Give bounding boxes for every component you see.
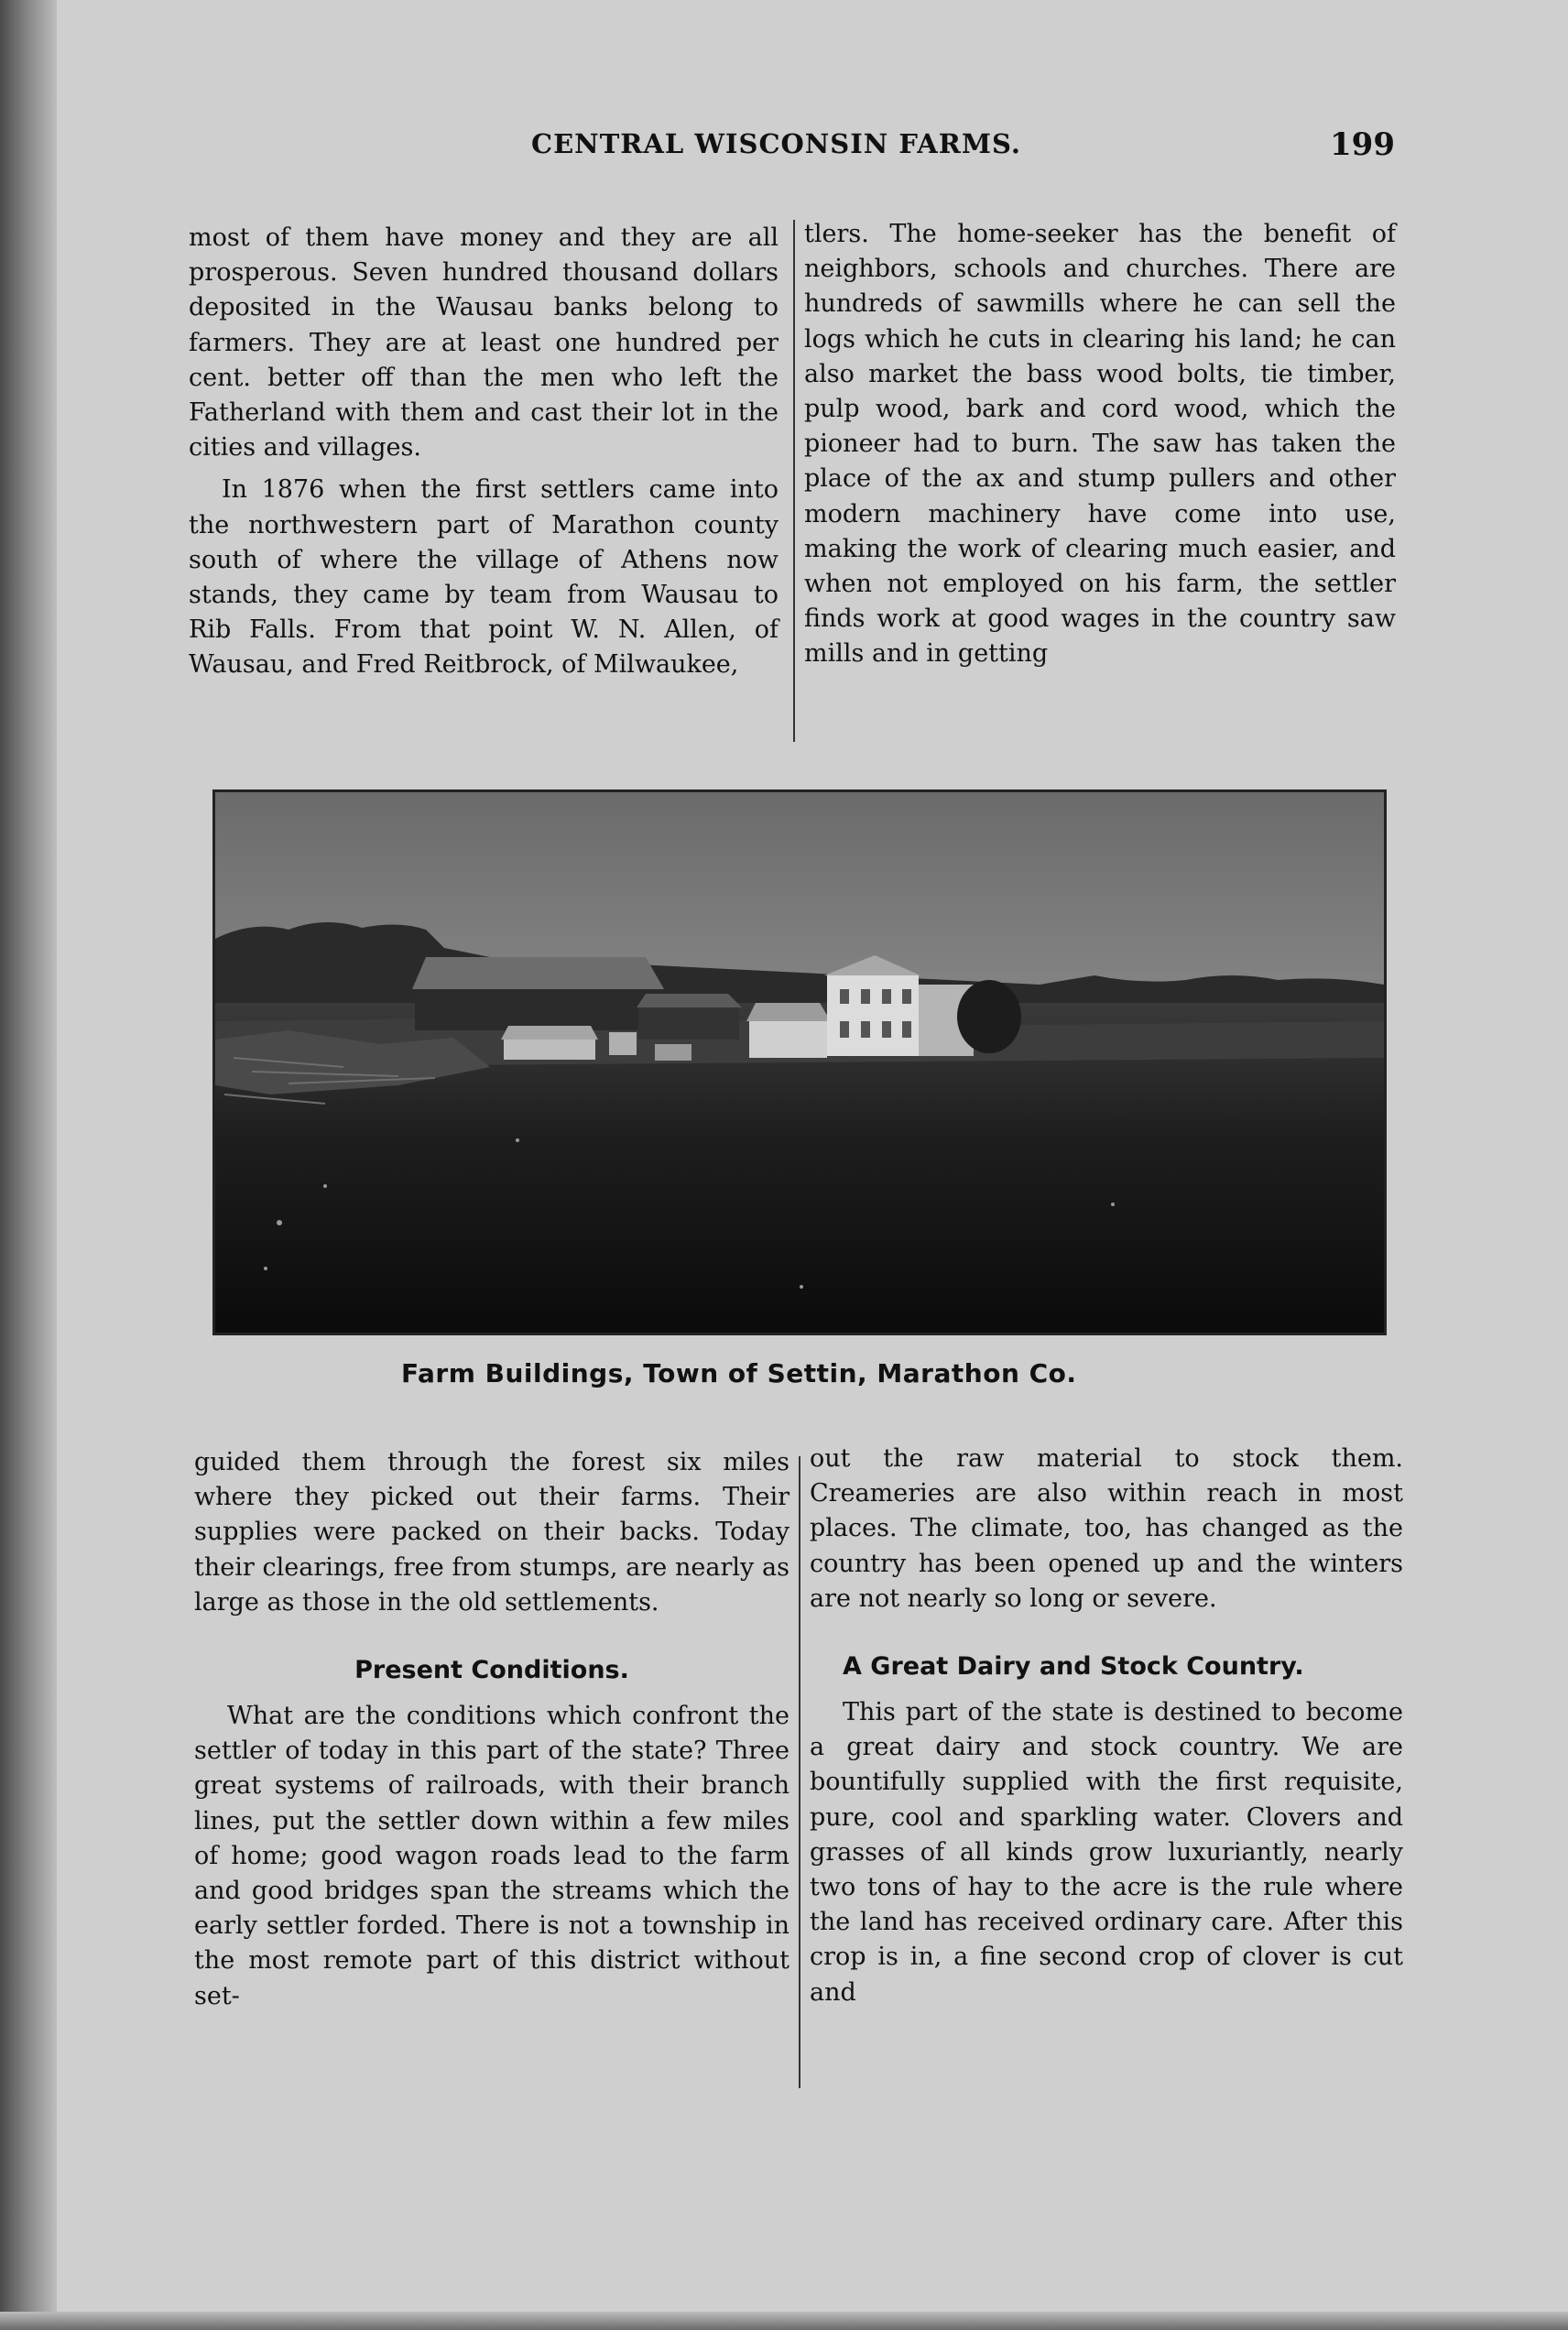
paragraph: This part of the state is destined to become a great dairy and stock country. We are bountifully supplied with the first requisite, pure, cool and sparkling water. Clovers and grasses of all kinds grow luxuriantly, nearly two tons of hay to the acre is the rule where the land has received ordinary care. After this crop is in, a fine second crop of clover is cut and [810,1698,1403,2007]
section-heading-present-conditions: Present Conditions. [354,1656,629,1685]
column-top-left [189,221,779,683]
running-title: CENTRAL WISCONSIN FARMS. [531,128,1021,159]
farm-buildings-photo [215,792,1384,1333]
paragraph: guided them through the forest six miles where they picked out their farms. Their supplies were packed on their backs. Today their clearings, free from stumps, are nearly as large as those in the old settlements. [194,1448,789,1617]
paragraph: tlers. The home-seeker has the benefit of neighbors, schools and churches. There are hundreds of sawmills where he can sell the logs which he cuts in clearing his land; he can also market the bass wood bolts, tie timber, pulp wood, bark and cord wood, which the pioneer had to burn. The saw has taken the place of the ax and stump pullers and other modern machinery have come into use, making the work of clearing much easier, and when not employed on his farm, the settler finds work at good wages in the country saw mills and in getting [804,220,1396,669]
paragraph: most of them have money and they are all prosperous. Seven hundred thousand dollars deposited in the Wausau banks belong to farmers. They are at least one hundred per cent. better off than the men who left the Fatherland with them and cast their lot in the cities and villages. [189,223,779,463]
paragraph: What are the conditions which confront the settler of today in this part of the state? Three great systems of railroads, with their branch lines, put the settler down within a few miles of home; good wagon roads lead to the farm and good bridges span the streams which the early settler forded. There is not a township in the most remote part of this district without set- [194,1702,789,2010]
page-binding-shadow [0,0,57,2330]
page-number: 199 [1330,126,1395,163]
column-bottom-left [194,1445,789,2014]
column-divider-top [793,220,795,742]
column-top-right [804,217,1396,672]
section-heading-dairy-stock: A Great Dairy and Stock Country. [843,1652,1304,1682]
figure-caption: Farm Buildings, Town of Settin, Marathon Co. [401,1358,1077,1388]
column-bottom-right [810,1442,1403,2010]
farm-photograph [212,789,1387,1335]
paragraph: out the raw material to stock them. Creameries are also within reach in most places. The climate, too, has changed as the country has been opened up and the winters are not nearly so long or severe. [810,1444,1403,1613]
column-divider-bottom [799,1456,800,2088]
page-bottom-edge [0,2312,1568,2330]
paragraph: In 1876 when the first settlers came into the northwestern part of Marathon county south of where the village of Athens now stands, they came by team from Wausau to Rib Falls. From that point W. N. Allen, of Wausau, and Fred Reitbrock, of Milwaukee, [189,475,779,680]
